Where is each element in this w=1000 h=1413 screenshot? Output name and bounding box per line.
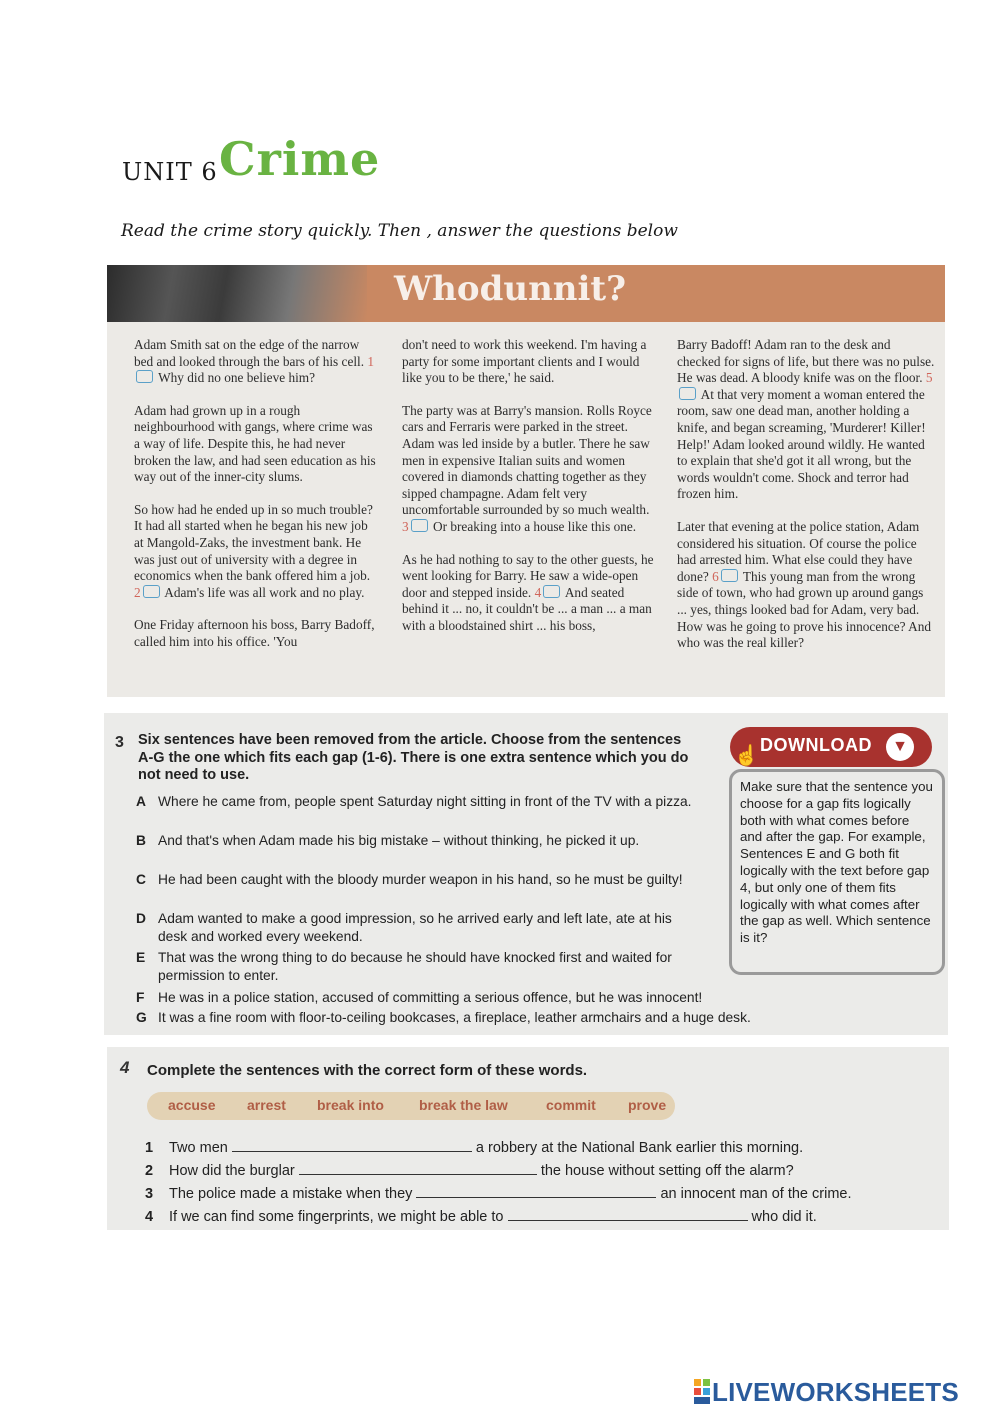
paragraph: Later that evening at the police station, Adam considered his situation. Of course the police had arrested him. What else could they have done? (677, 518, 920, 584)
article-column-2 (402, 337, 658, 651)
sentence-4 (145, 1208, 817, 1225)
paragraph: Adam Smith sat on the edge of the narrow bed and looked through the bars of his cell. (134, 337, 365, 369)
paragraph: Adam's life was all work and no play. (164, 584, 365, 600)
answer-blank[interactable] (299, 1162, 537, 1175)
option-e (136, 949, 703, 984)
hand-pointer-icon: ☝ (734, 745, 759, 767)
gap-number: 2 (134, 584, 141, 600)
gap-number: 1 (367, 353, 375, 369)
article-banner (107, 265, 945, 322)
unit-label: UNIT 6 (122, 158, 218, 186)
option-text: He had been caught with the bloody murder weapon in his hand, so he must be guilty! (158, 872, 683, 887)
sentence-number: 1 (145, 1140, 154, 1156)
paragraph: At that very moment a woman entered the room, saw one dead man, another holding a knife, and began screaming, 'Murderer! Killer! Help!' Adam looked around wildly. He wanted to explain that she'd got it all wrong, but the words wouldn't come. Shock and terror had frozen him. (677, 386, 926, 502)
gap-number: 4 (534, 584, 542, 600)
answer-blank[interactable] (508, 1208, 748, 1221)
sentence-start: How did the burglar (169, 1163, 295, 1179)
option-text: It was a fine room with floor-to-ceiling bookcases, a fireplace, leather armchairs and a huge desk. (158, 1010, 751, 1025)
article-image (107, 265, 945, 697)
download-tip-text: Make sure that the sentence you choose for a gap fits logically both with what comes before and after the gap. For example, Sentences E and G both fit logically with the text before gap 4, but only one of them fits logically with what comes after the gap as well. Which sentence is it? (740, 779, 933, 946)
option-letter: A (136, 794, 146, 809)
download-arrow-icon: ▼ (886, 733, 914, 761)
paragraph: Adam had grown up in a rough neighbourhood with gangs, where crime was a way of life. Despite this, he had never broken the law, and had seen education as his way out of the inner-city slums. (134, 402, 376, 485)
paragraph: And seated behind it ... no, it couldn't be ... a man ... a man with a bloodstained shirt ... his boss, (402, 584, 652, 633)
option-a (136, 793, 698, 811)
sentence-end: the house without setting off the alarm? (540, 1163, 794, 1179)
sentence-1 (145, 1139, 803, 1156)
gap-number: 3 (402, 518, 409, 534)
sentence-end: who did it. (751, 1209, 817, 1225)
option-b (136, 832, 698, 850)
sentence-end: a robbery at the National Bank earlier this morning. (475, 1140, 804, 1156)
option-c (136, 871, 708, 889)
article-column-1 (134, 337, 379, 667)
option-letter: D (136, 911, 146, 926)
paragraph: Barry Badoff! Adam ran to the desk and checked for signs of life, but there was no pulse. He was dead. A bloody knife was on the floor. (677, 337, 935, 386)
option-letter: B (136, 833, 146, 848)
gap-box[interactable] (721, 569, 738, 582)
sentence-number: 3 (145, 1186, 154, 1202)
gap-box[interactable] (136, 370, 153, 383)
exercise-4 (107, 1047, 949, 1230)
word-chip: accuse (168, 1097, 216, 1113)
option-text: Adam wanted to make a good impression, so he arrived early and left late, ate at his desk and worked every weekend. (158, 911, 672, 944)
paragraph: Why did no one believe him? (158, 370, 316, 386)
sentence-start: The police made a mistake when they (169, 1186, 413, 1202)
gap-box[interactable] (543, 585, 560, 598)
reading-instruction: Read the crime story quickly. Then , answer the questions below (121, 221, 678, 241)
paragraph: So how had he ended up in so much trouble? It had all started when he began his new job at Mangold-Zaks, the investment bank. He was just out of university with a degree in economics when the bank offered him a job. (134, 501, 373, 584)
option-letter: C (136, 872, 146, 887)
gap-box[interactable] (143, 585, 160, 598)
word-chip: commit (546, 1097, 596, 1113)
option-text: Where he came from, people spent Saturday night sitting in front of the TV with a pizza. (158, 794, 692, 809)
option-letter: F (136, 990, 145, 1005)
gap-box[interactable] (679, 387, 696, 400)
exercise-instruction: Six sentences have been removed from the article. Choose from the sentences A-G the one which fits each gap (1-6). There is one extra sentence which you do not need to use. (138, 732, 689, 783)
gap-number: 5 (925, 370, 933, 386)
liveworksheets-logo[interactable] (694, 1377, 994, 1409)
paragraph: don't need to work this weekend. I'm having a party for some important clients and I would like you to be there,' he said. (402, 337, 647, 386)
answer-blank[interactable] (416, 1185, 656, 1198)
sentence-start: If we can find some fingerprints, we might be able to (169, 1209, 504, 1225)
option-f (136, 989, 938, 1007)
sentence-2 (145, 1162, 794, 1179)
option-g (136, 1009, 938, 1027)
word-chip: arrest (247, 1097, 286, 1113)
word-chip: break the law (419, 1097, 508, 1113)
option-text: He was in a police station, accused of committing a serious offence, but he was innocent! (158, 990, 703, 1005)
paragraph: The party was at Barry's mansion. Rolls Royce cars and Ferraris were parked in the street. Adam was led inside by a butler. There he saw men in expensive Italian suits and women covered in diamonds chatting together as they sipped champagne. Adam felt very uncomfortable surrounded by so much wealth. (402, 402, 652, 518)
option-text: And that's when Adam made his big mistake – without thinking, he picked it up. (158, 833, 640, 848)
sentence-number: 2 (145, 1163, 154, 1179)
option-text: That was the wrong thing to do because he should have knocked first and waited for permission to enter. (158, 950, 672, 983)
option-letter: E (136, 950, 146, 965)
liveworksheets-brand: LIVEWORKSHEETS (712, 1377, 959, 1407)
paragraph: This young man from the wrong side of town, who had grown up around gangs ... yes, things looked bad for Adam, very bad. How was he going to prove his innocence? And who was the real killer? (677, 568, 932, 651)
download-label: DOWNLOAD (760, 735, 872, 755)
gap-number: 6 (712, 568, 719, 584)
article-title: Whodunnit? (394, 269, 627, 309)
word-chip: prove (628, 1097, 667, 1113)
article-column-3 (677, 337, 935, 668)
exercise-3 (104, 713, 948, 1035)
liveworksheets-logo-icon (694, 1379, 710, 1405)
paragraph: As he had nothing to say to the other guests, he went looking for Barry. He saw a wide-open door and stepped inside. (402, 551, 654, 600)
sentence-end: an innocent man of the crime. (660, 1186, 852, 1202)
unit-title: Crime (219, 132, 381, 186)
answer-blank[interactable] (232, 1139, 472, 1152)
option-letter: G (136, 1010, 147, 1025)
gap-box[interactable] (411, 519, 428, 532)
exercise-instruction: Complete the sentences with the correct form of these words. (147, 1062, 588, 1079)
word-chip: break into (317, 1097, 384, 1113)
sentence-3 (145, 1185, 852, 1202)
exercise-number: 3 (115, 734, 124, 751)
sentence-start: Two men (169, 1140, 228, 1156)
sentence-number: 4 (145, 1209, 154, 1225)
paragraph: Or breaking into a house like this one. (432, 518, 637, 534)
paragraph: One Friday afternoon his boss, Barry Badoff, called him into his office. 'You (134, 617, 375, 649)
option-d (136, 910, 703, 945)
banner-photo (107, 265, 367, 322)
exercise-number: 4 (120, 1058, 130, 1077)
